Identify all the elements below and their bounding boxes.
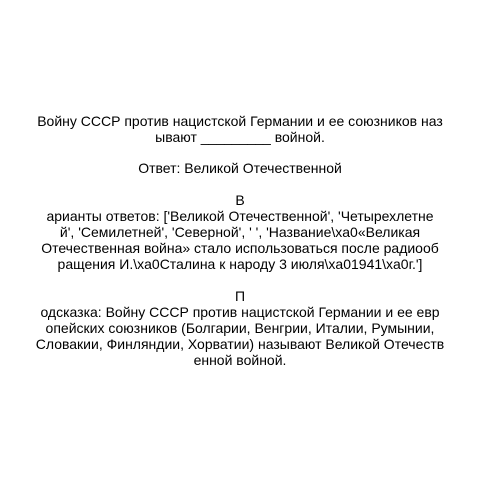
variants-line-3: й', 'Семилетней', 'Северной', ' ', 'Название\xa0«Великая	[59, 224, 421, 240]
hint-line-2: одсказка: Войну СССР против нацистской Германии и ее евр	[40, 304, 440, 320]
question-line-2: ывают _________ войной.	[155, 129, 325, 145]
hint-line-3: опейских союзников (Болгарии, Венгрии, Италии, Румынии,	[45, 320, 435, 336]
hint-line-5: енной войной.	[193, 352, 287, 368]
variants-line-2: арианты ответов: ['Великой Отечественной', 'Четырехлетне	[46, 208, 434, 224]
variants-line-4: Отечественная война» стало использоваться после радиооб	[41, 240, 439, 256]
hint-line-4: Словакии, Финляндии, Хорватии) называют Великой Отечеств	[35, 336, 445, 352]
variants-line-5: ращения И.\xa0Сталина к народу 3 июля\xa01941\xa0г.']	[57, 256, 423, 272]
hint-line-1: П	[234, 288, 246, 304]
answer-line: Ответ: Великой Отечественной	[138, 160, 342, 176]
variants-line-1: В	[235, 192, 245, 208]
question-line-1: Войну СССР против нацистской Германии и ее союзников наз	[37, 113, 443, 129]
